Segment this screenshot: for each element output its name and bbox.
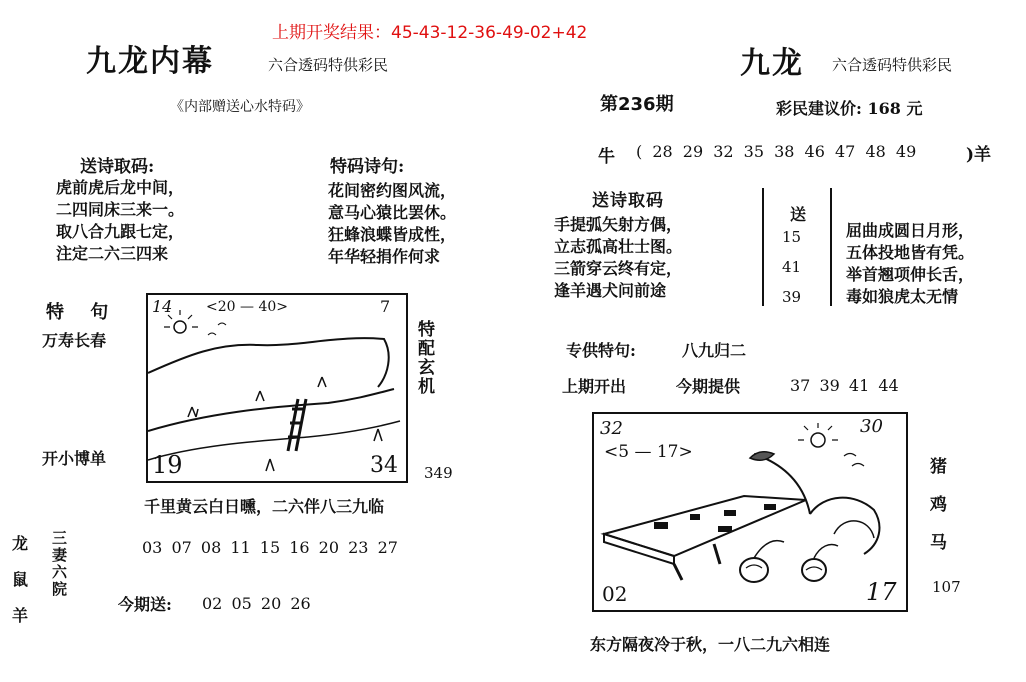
issue-number: 第236期: [600, 94, 674, 115]
last-result-banner: 上期开奖结果：45-43-12-36-49-02+42: [272, 23, 588, 43]
pic-number-top-left: 14: [152, 297, 173, 316]
offer-numbers: 37 39 41 44: [790, 376, 899, 395]
zodiac-item: 龙: [12, 534, 29, 553]
special-poem-line: 年华轻捐作何求: [328, 247, 441, 266]
zodiac-item: 鼠: [12, 570, 29, 589]
right-poem-line: 五体投地皆有凭。: [846, 243, 975, 262]
ox-label: 牛: [598, 147, 615, 167]
special-poem-line: 意马心猿比罢休。: [328, 203, 457, 222]
right-title: 九龙: [740, 46, 804, 81]
right-hint-picture: [592, 412, 908, 612]
special-supply-value: 八九归二: [682, 341, 747, 360]
left-numbers-row: 03 07 08 11 15 16 20 23 27: [142, 538, 398, 557]
pic-number-bottom-left: 02: [602, 582, 628, 606]
pic-number-bottom-right: 34: [370, 453, 398, 478]
send-number-column: [762, 188, 832, 306]
special-poem-line: 花间密约图风流，: [328, 181, 457, 200]
right-poem-line: 举首翘项伸长舌，: [846, 265, 975, 284]
ox-goat-numbers: ( 28 29 32 35 38 46 47 48 49: [636, 142, 917, 161]
right-side-number: 107: [932, 578, 961, 596]
left-poem: [56, 177, 184, 265]
left-title: 九龙内幕: [86, 44, 214, 79]
left-gift-note: 《内部赠送心水特码》: [170, 99, 310, 115]
send-number: 15: [782, 228, 802, 246]
zodiac-item: 羊: [12, 606, 29, 625]
right-poem-line: 毒如狼虎太无情: [846, 287, 959, 306]
special-poem-line: 狂蜂浪蝶皆成性，: [328, 225, 457, 244]
goat-label: )羊: [966, 145, 992, 165]
left-side-number: 349: [424, 464, 453, 482]
special-sentence-label: 特 句: [46, 302, 119, 323]
left-subtitle: 六合透码特供彩民: [268, 56, 389, 74]
left-hint-picture: [146, 293, 408, 483]
right-zodiac-column: [930, 448, 947, 562]
right-poem-line: 三箭穿云终有定，: [554, 259, 683, 278]
send-number: 39: [782, 288, 802, 306]
left-zodiac-column: [12, 526, 28, 634]
right-poem-line: 立志孤高壮士图。: [554, 237, 683, 256]
right-poem-header: 送诗取码: [592, 191, 664, 211]
left-poem-line: 二四同床三来一。: [56, 200, 185, 219]
price-label: 彩民建议价: 168 元: [776, 99, 923, 118]
right-poem-line: 屈曲成圆日月形，: [846, 221, 975, 240]
right-bottom-poem: 东方隔夜冷于秋，一八二九六相连: [590, 635, 831, 654]
special-supply-label: 专供特句:: [566, 341, 636, 360]
special-poem: [328, 180, 456, 268]
zodiac-item: 鸡: [930, 495, 947, 515]
this-offer-label: 今期提供: [676, 377, 741, 396]
landscape-drawing-icon: [148, 295, 406, 481]
left-poem-header: 送诗取码:: [80, 157, 155, 177]
open-small-label: 开小博单: [42, 449, 107, 468]
san-qi-liu-yuan: 三妻六院: [50, 530, 68, 598]
special-sentence: 万寿长春: [42, 331, 107, 350]
left-poem-line: 取八合九跟七定，: [56, 222, 185, 241]
last-open-label: 上期开出: [562, 377, 627, 396]
zodiac-item: 猪: [930, 457, 947, 477]
special-match-vertical: 特配玄机: [414, 320, 434, 396]
right-poem-left: [554, 214, 682, 302]
right-subtitle: 六合透码特供彩民: [832, 56, 953, 74]
left-bottom-poem: 千里黄云白日曛，二六伴八三九临: [144, 497, 385, 516]
pic-number-top-right: 30: [860, 416, 883, 437]
right-poem-line: 手提弧矢射方偶，: [554, 215, 683, 234]
today-send-numbers: 02 05 20 26: [202, 594, 311, 613]
special-poem-header: 特码诗句:: [330, 157, 405, 177]
send-header: 送: [790, 205, 807, 224]
left-poem-line: 注定二六三四来: [56, 244, 169, 263]
pic-number-bottom-right: 17: [866, 578, 897, 606]
zodiac-item: 马: [930, 533, 947, 553]
send-number: 41: [782, 258, 802, 276]
pic-number-bottom-left: 19: [152, 451, 183, 479]
pic-range: <20 — 40>: [206, 299, 288, 315]
left-poem-line: 虎前虎后龙中间，: [56, 178, 185, 197]
right-poem-line: 逢羊遇犬问前途: [554, 281, 667, 300]
pic-number-top-right: 7: [380, 297, 391, 316]
pic-range: <5 — 17>: [604, 442, 693, 462]
today-send-label: 今期送:: [118, 595, 172, 614]
right-poem-right: [846, 220, 974, 308]
pic-number-top-left: 32: [600, 418, 623, 439]
